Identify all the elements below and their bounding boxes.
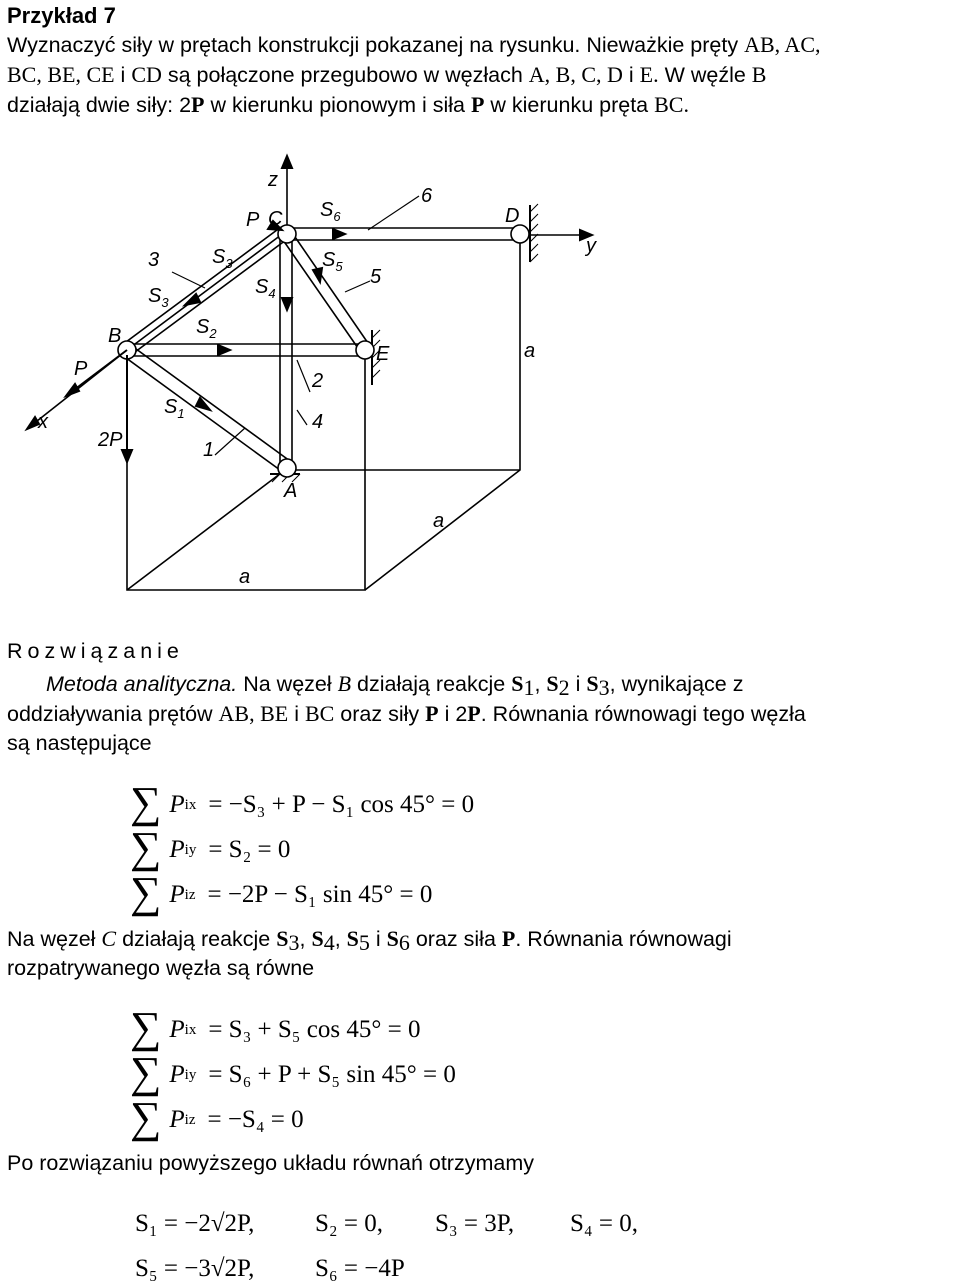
text: i — [288, 702, 305, 726]
equation-rhs: = −2P − S₁ sin 45° = 0 — [207, 881, 433, 908]
cube-edge — [127, 470, 285, 590]
s2-arrowhead — [218, 345, 230, 355]
label-p-c: P — [246, 209, 260, 231]
subscript: 3 — [598, 675, 610, 700]
text: Na węzeł — [7, 927, 102, 951]
bars-text: AB, BE — [218, 701, 289, 726]
label-z: z — [268, 169, 278, 191]
label-s2: $S_2$ — [196, 316, 217, 341]
problem-statement — [7, 30, 952, 120]
text: , wynikające z — [609, 672, 744, 696]
symbol: S — [276, 926, 289, 951]
solution-paragraph-3: Po rozwiązaniu powyższego układu równań otrzymamy — [7, 1151, 534, 1175]
label-bar-2: 2 — [312, 370, 324, 392]
force-symbol: P — [501, 926, 516, 951]
line — [7, 669, 952, 699]
equation-rhs: = S₂ = 0 — [208, 836, 291, 863]
symbol: S — [311, 926, 324, 951]
subscript: 2 — [558, 675, 570, 700]
force-symbol: P — [169, 1106, 185, 1133]
text: są połączone przegubowo w węzłach — [161, 63, 529, 87]
page-title: Przykład 7 — [7, 3, 116, 28]
joint-e — [356, 341, 374, 359]
text: działają reakcje — [116, 927, 277, 951]
line — [7, 924, 952, 954]
subscript: 3 — [288, 930, 300, 955]
force-2p-arrowhead — [122, 450, 132, 462]
text: oraz siły — [334, 702, 426, 726]
label-a-dim-2: a — [433, 510, 445, 532]
equation-row: ∑ P iy = S₆ + P + S₅ sin 45° = 0 — [130, 1048, 456, 1097]
label-e: E — [376, 343, 390, 365]
nodes-text: E. — [639, 62, 659, 87]
bars-text: CD — [131, 62, 162, 87]
leader-5 — [345, 281, 370, 292]
text: i — [369, 927, 387, 951]
subscript: 4 — [323, 930, 335, 955]
force-p-arrowhead — [66, 384, 79, 396]
solution-heading: Rozwiązanie — [7, 639, 184, 663]
s1-arrowhead — [196, 398, 210, 410]
nodes-text: A, B, C, D — [528, 62, 623, 87]
label-s6: $S_6$ — [320, 199, 341, 224]
text: . Równania równowagi — [515, 927, 732, 951]
label-x: x — [38, 411, 48, 433]
label-p-b: P — [74, 358, 88, 380]
bar-be — [127, 344, 365, 356]
result-s1: S₁ = −2√2P, — [135, 1210, 255, 1237]
label-a-dim-1: a — [524, 340, 536, 362]
subscript: 1 — [523, 675, 535, 700]
s6-arrowhead — [333, 229, 345, 239]
label-s4: $S_4$ — [255, 276, 276, 301]
sum-symbol: ∑ — [130, 823, 162, 872]
bars-text: AB, AC, — [744, 32, 821, 57]
force-symbol: P — [191, 92, 205, 117]
wall-d-hatch — [530, 204, 538, 262]
force-symbol: P — [169, 836, 185, 863]
text: . Równania równowagi tego węzła — [480, 702, 806, 726]
result-s6: S₆ = −4P — [315, 1255, 405, 1282]
force-symbol: P — [169, 791, 185, 818]
label-bar-5: 5 — [370, 266, 382, 288]
equation-rhs: = −S₄ = 0 — [207, 1106, 304, 1133]
text: oraz siła — [409, 927, 502, 951]
leader-6 — [368, 196, 419, 230]
force-symbol: P — [425, 701, 439, 726]
label-b: B — [108, 325, 122, 347]
result-s3: S₃ = 3P, — [435, 1210, 515, 1237]
symbol: S — [586, 671, 599, 696]
label-s5: $S_5$ — [322, 249, 343, 274]
problem-line-1 — [7, 30, 952, 60]
symbol: S — [386, 926, 399, 951]
label-c: C — [268, 208, 283, 230]
result-s4: S₄ = 0, — [570, 1210, 638, 1237]
subscript: 5 — [358, 930, 370, 955]
node-text: B — [751, 62, 767, 87]
problem-line-3 — [7, 90, 952, 120]
leader-4 — [297, 410, 307, 425]
text: W węźle — [658, 63, 752, 87]
leader-2 — [297, 360, 310, 392]
force-symbol: P — [470, 92, 485, 117]
label-2p: 2P — [98, 429, 123, 451]
text: , — [334, 927, 347, 951]
text: i — [622, 63, 640, 87]
problem-line-2 — [7, 60, 952, 90]
label-d: D — [505, 205, 520, 227]
force-symbol: P — [169, 1061, 185, 1088]
s4-arrowhead — [282, 298, 292, 310]
sum-symbol: ∑ — [130, 1093, 162, 1142]
result-s5: S₅ = −3√2P, — [135, 1255, 255, 1282]
sum-symbol: ∑ — [130, 868, 162, 917]
joint-d — [511, 225, 529, 243]
label-bar-1: 1 — [203, 439, 215, 461]
subscript: 6 — [398, 930, 410, 955]
equation-row: ∑ P iz = −2P − S₁ sin 45° = 0 — [130, 868, 433, 917]
label-s3: $S_3$ — [148, 285, 169, 310]
text: , — [534, 672, 547, 696]
z-arrowhead — [282, 156, 292, 168]
force-symbol: P — [169, 881, 185, 908]
method-name: Metoda analityczna. — [46, 672, 238, 696]
text: oddziaływania prętów — [7, 702, 219, 726]
result-s2: S₂ = 0, — [315, 1210, 383, 1237]
text: Wyznaczyć siły w prętach konstrukcji pokazanej na rysunku. Nieważkie pręty — [7, 33, 745, 57]
label-s3-top: $S_3$ — [212, 246, 233, 271]
force-symbol: P — [467, 701, 481, 726]
text: i 2 — [438, 702, 468, 726]
bars-text: BC, BE, CE — [7, 62, 115, 87]
bar-text: BC. — [654, 92, 689, 117]
label-bar-3: 3 — [148, 249, 160, 271]
joint-a — [278, 459, 296, 477]
symbol: S — [511, 671, 524, 696]
bar-text: BC — [304, 701, 335, 726]
text: działają dwie siły: 2 — [7, 93, 192, 117]
truss-figure — [0, 150, 960, 600]
line: rozpatrywanego węzła są równe — [7, 956, 315, 980]
solution-paragraph-1 — [7, 669, 952, 758]
leader-3 — [172, 272, 205, 288]
text: Na węzeł — [237, 672, 338, 696]
label-a-node: A — [284, 480, 298, 502]
symbol: S — [546, 671, 559, 696]
node-text: B — [337, 671, 352, 696]
equation-rhs: = S₃ + S₅ cos 45° = 0 — [208, 1016, 421, 1043]
text: w kierunku pręta — [484, 93, 655, 117]
sum-symbol: ∑ — [130, 778, 162, 827]
line — [7, 699, 952, 729]
sum-symbol: ∑ — [130, 1048, 162, 1097]
label-bar-4: 4 — [312, 411, 324, 433]
text: w kierunku pionowym i siła — [204, 93, 471, 117]
equation-rhs: = S₆ + P + S₅ sin 45° = 0 — [208, 1061, 456, 1088]
solution-paragraph-2 — [7, 924, 952, 983]
equation-row: ∑ P iy = S₂ = 0 — [130, 823, 291, 872]
label-bar-6: 6 — [421, 185, 433, 207]
bar-cd — [287, 228, 520, 240]
label-a-dim-3: a — [239, 566, 251, 588]
label-s1: $S_1$ — [164, 396, 185, 421]
equation-row: ∑ P ix = S₃ + S₅ cos 45° = 0 — [130, 1003, 421, 1052]
text: działają reakcje — [351, 672, 512, 696]
node-text: C — [101, 926, 117, 951]
text: i — [569, 672, 587, 696]
bar-ca — [280, 235, 292, 470]
s5-arrowhead — [313, 268, 322, 282]
symbol: S — [346, 926, 359, 951]
equation-row: ∑ P ix = −S₃ + P − S₁ cos 45° = 0 — [130, 778, 475, 827]
sum-symbol: ∑ — [130, 1003, 162, 1052]
equation-rhs: = −S₃ + P − S₁ cos 45° = 0 — [208, 791, 475, 818]
text: , — [299, 927, 312, 951]
text: i — [114, 63, 132, 87]
cube-edge — [365, 235, 520, 590]
line: są następujące — [7, 731, 152, 755]
label-y: y — [586, 235, 596, 257]
equation-row: ∑ P iz = −S₄ = 0 — [130, 1093, 304, 1142]
force-symbol: P — [169, 1016, 185, 1043]
